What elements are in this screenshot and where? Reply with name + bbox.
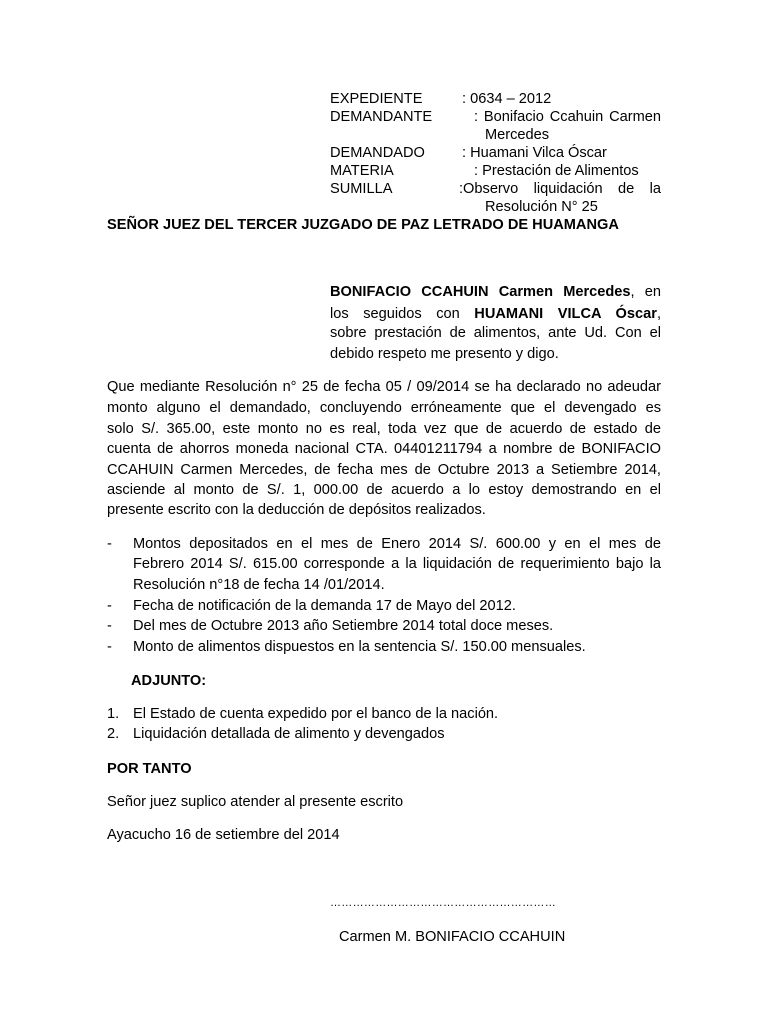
expediente-value: : 0634 – 2012 (462, 91, 552, 107)
sumilla-value: :Observo liquidación de la (459, 181, 661, 197)
demandado-label: DEMANDADO (330, 145, 425, 161)
intro-line-1-rest: , en (630, 284, 661, 300)
bullet-line: Monto de alimentos dispuestos en la sentencia S/. 150.00 mensuales. (133, 639, 586, 655)
materia-value: : Prestación de Alimentos (474, 163, 639, 179)
bullet-marker: - (107, 536, 112, 552)
bullet-marker: - (107, 639, 112, 655)
request-line: Señor juez suplico atender al presente escrito (107, 794, 404, 810)
demandado-value: : Huamani Vilca Óscar (462, 145, 607, 161)
materia-label: MATERIA (330, 163, 394, 179)
adjunto-item: Liquidación detallada de alimento y devengados (133, 726, 445, 742)
defendant-name: HUAMANI VILCA Óscar (474, 306, 657, 322)
intro-line-1 (330, 284, 661, 300)
adjunto-item: El Estado de cuenta expedido por el banco de la nación. (133, 706, 499, 722)
intro-line-3: sobre prestación de alimentos, ante Ud. Con el (330, 325, 661, 341)
body-line: monto alguno el demandado, concluyendo erróneamente que el devengado es (107, 400, 661, 416)
expediente-label: EXPEDIENTE (330, 91, 423, 107)
bullet-line: Montos depositados en el mes de Enero 2014 S/. 600.00 y en el mes de (133, 536, 661, 552)
signature-name: Carmen M. BONIFACIO CCAHUIN (339, 929, 566, 945)
adjunto-marker: 1. (107, 706, 120, 722)
adjunto-heading: ADJUNTO: (131, 673, 207, 689)
body-line: solo S/. 365.00, este monto no es real, toda vez que de acuerdo de estado de (107, 421, 661, 437)
bullet-line: Del mes de Octubre 2013 año Setiembre 2014 total doce meses. (133, 618, 554, 634)
body-line: CCAHUIN Carmen Mercedes, de fecha mes de Octubre 2013 a Setiembre 2014, (107, 462, 661, 478)
intro-line-2-end: , (656, 306, 661, 322)
por-tanto-heading: POR TANTO (107, 761, 192, 777)
adjunto-marker: 2. (107, 726, 120, 742)
intro-line-2-start: los seguidos con (330, 306, 460, 322)
body-line: asciende al monto de S/. 1, 000.00 de acuerdo a lo estoy demostrando en el (107, 482, 661, 498)
body-line: Que mediante Resolución n° 25 de fecha 05 / 09/2014 se ha declarado no adeudar (107, 379, 661, 395)
intro-line-4: debido respeto me presento y digo. (330, 346, 559, 362)
bullet-line: Fecha de notificación de la demanda 17 de Mayo del 2012. (133, 598, 516, 614)
demandante-value-cont: Mercedes (485, 127, 550, 143)
body-line: cuenta de ahorros moneda nacional CTA. 04401211794 a nombre de BONIFACIO (107, 441, 661, 457)
place-date: Ayacucho 16 de setiembre del 2014 (107, 827, 340, 843)
body-line: presente escrito con la deducción de depósitos realizados. (107, 502, 486, 518)
sumilla-value-cont: Resolución N° 25 (485, 199, 598, 215)
bullet-line: Febrero 2014 S/. 615.00 corresponde a la liquidación de requerimiento bajo la (133, 556, 661, 572)
signature-line: …………………………………………………… (330, 897, 556, 909)
demandante-value: : Bonifacio Ccahuin Carmen (474, 109, 661, 125)
bullet-line: Resolución n°18 de fecha 14 /01/2014. (133, 577, 385, 593)
bullet-marker: - (107, 598, 112, 614)
demandante-label: DEMANDANTE (330, 109, 433, 125)
intro-line-2 (330, 304, 661, 324)
bullet-marker: - (107, 618, 112, 634)
addressee-heading: SEÑOR JUEZ DEL TERCER JUZGADO DE PAZ LETRADO DE HUAMANGA (107, 217, 619, 233)
plaintiff-name: BONIFACIO CCAHUIN Carmen Mercedes (330, 284, 631, 300)
sumilla-label: SUMILLA (330, 181, 393, 197)
